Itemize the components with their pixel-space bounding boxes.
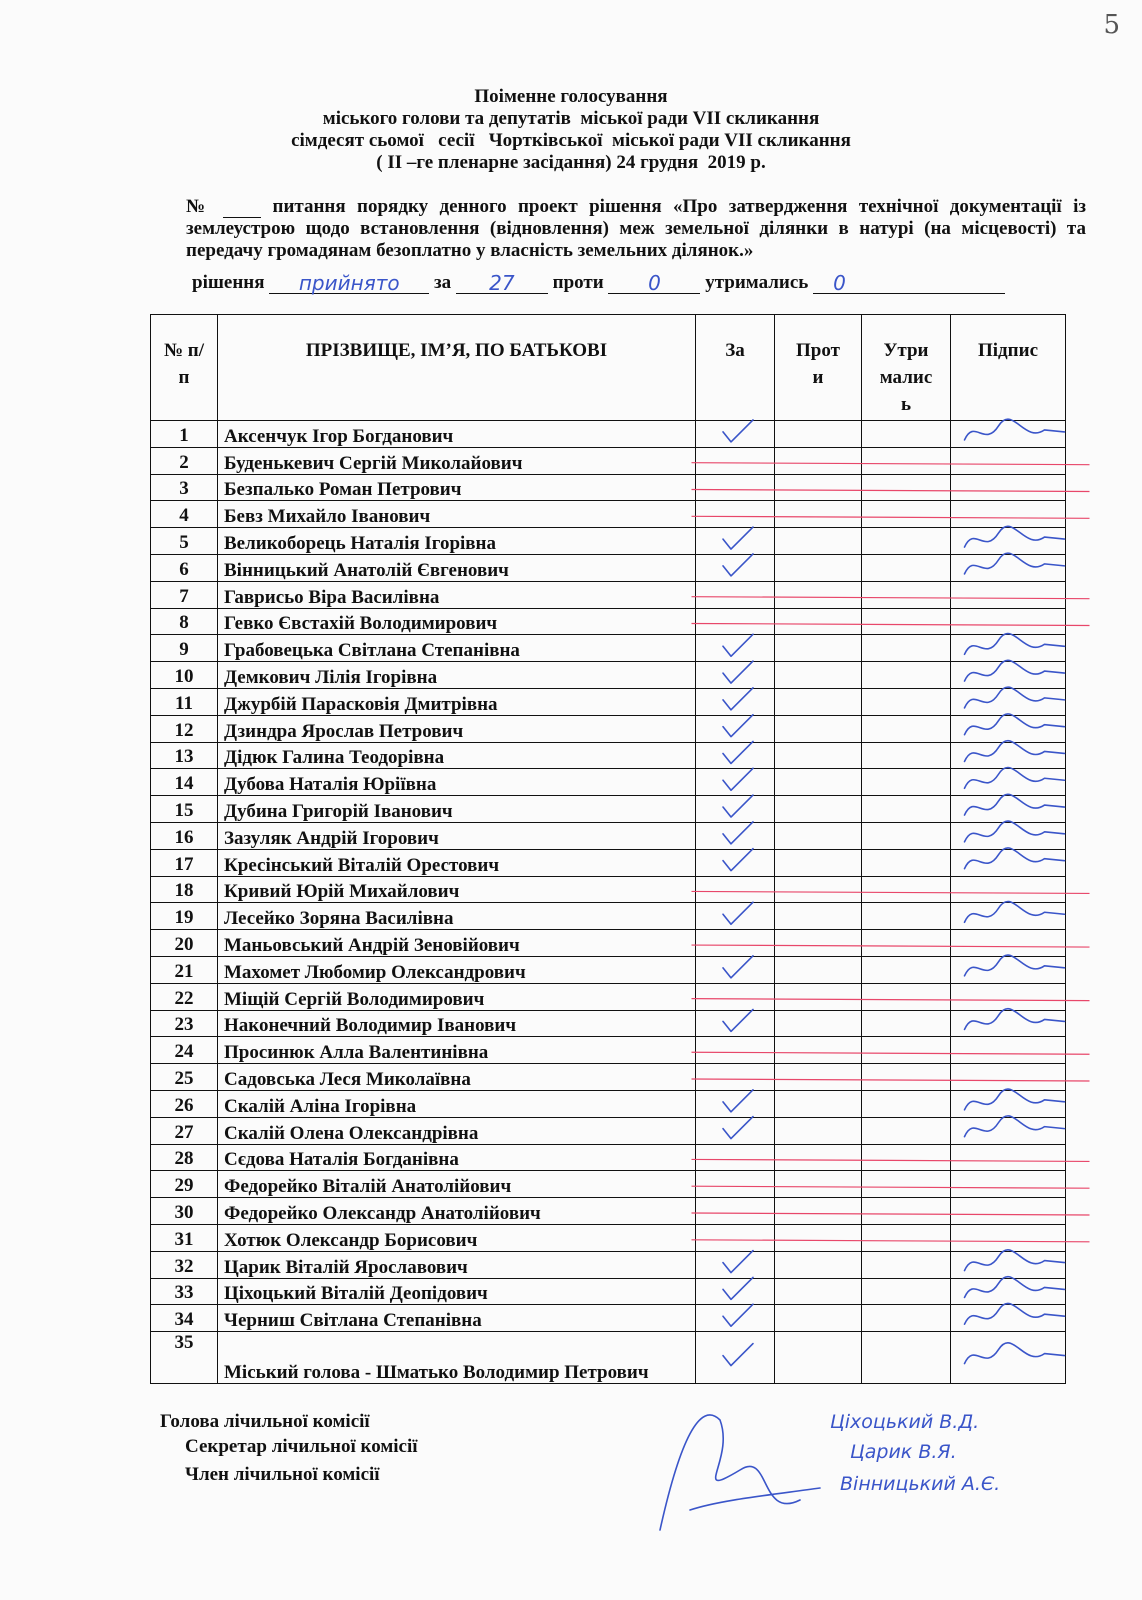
row-signature-cell bbox=[951, 474, 1066, 501]
row-for-cell bbox=[696, 1090, 775, 1117]
row-number: 5 bbox=[151, 528, 218, 555]
row-for-cell bbox=[696, 421, 775, 448]
row-against-cell bbox=[775, 688, 862, 715]
row-against-cell bbox=[775, 1090, 862, 1117]
row-for-cell bbox=[696, 1171, 775, 1198]
row-number: 11 bbox=[151, 688, 218, 715]
question-text: питання порядку денного проект рішення «Про затвердження технічної документації із землеустрою щодо встановлення (відновлення) меж земельної ділянки в натурі (на місцевості) та передачу громадянам безоплатно у власність земельних ділянок.» bbox=[186, 196, 1087, 261]
row-for-cell bbox=[696, 474, 775, 501]
row-for-cell bbox=[696, 1064, 775, 1091]
table-row bbox=[151, 1171, 1066, 1198]
header-name: ПРІЗВИЩЕ, ІМ’Я, ПО БАТЬКОВІ bbox=[218, 315, 696, 421]
row-signature-cell bbox=[951, 635, 1066, 662]
row-signature-cell bbox=[951, 554, 1066, 581]
row-signature-cell bbox=[951, 1037, 1066, 1064]
document-title bbox=[0, 86, 1142, 174]
against-blank bbox=[608, 271, 700, 295]
row-name: Буденькевич Сергій Миколайович bbox=[218, 447, 696, 474]
row-against-cell bbox=[775, 983, 862, 1010]
table-row bbox=[151, 581, 1066, 608]
row-signature-cell bbox=[951, 822, 1066, 849]
row-name: Ціхоцький Віталій Деопідович bbox=[218, 1278, 696, 1305]
row-against-cell bbox=[775, 876, 862, 903]
row-number: 4 bbox=[151, 501, 218, 528]
row-for-cell bbox=[696, 1224, 775, 1251]
row-name: Скалій Олена Олександрівна bbox=[218, 1117, 696, 1144]
row-abstain-cell bbox=[862, 1332, 951, 1384]
row-signature-cell bbox=[951, 769, 1066, 796]
row-number: 23 bbox=[151, 1010, 218, 1037]
row-against-cell bbox=[775, 528, 862, 555]
row-signature-cell bbox=[951, 662, 1066, 689]
row-abstain-cell bbox=[862, 769, 951, 796]
row-signature-cell bbox=[951, 1064, 1066, 1091]
row-name: Кривий Юрій Михайлович bbox=[218, 876, 696, 903]
row-signature-cell bbox=[951, 447, 1066, 474]
row-name: Джурбій Парасковія Дмитрівна bbox=[218, 688, 696, 715]
row-for-cell bbox=[696, 822, 775, 849]
abstain-blank bbox=[813, 271, 1005, 295]
secretary-name: Царик В.Я. bbox=[850, 1441, 957, 1463]
row-abstain-cell bbox=[862, 956, 951, 983]
row-name: Зазуляк Андрій Ігорович bbox=[218, 822, 696, 849]
row-abstain-cell bbox=[862, 421, 951, 448]
row-for-cell bbox=[696, 849, 775, 876]
row-abstain-cell bbox=[862, 608, 951, 635]
row-abstain-cell bbox=[862, 688, 951, 715]
row-name: Маньовський Андрій Зеновійович bbox=[218, 930, 696, 957]
row-against-cell bbox=[775, 1278, 862, 1305]
row-name: Черниш Світлана Степанівна bbox=[218, 1305, 696, 1332]
title-line-2: міського голови та депутатів міської ради VII скликання bbox=[322, 108, 820, 129]
row-signature-cell bbox=[951, 688, 1066, 715]
row-name: Дубина Григорій Іванович bbox=[218, 796, 696, 823]
secretary-label: Секретар лічильної комісії bbox=[185, 1436, 418, 1457]
row-for-cell bbox=[696, 528, 775, 555]
row-abstain-cell bbox=[862, 1064, 951, 1091]
table-row bbox=[151, 447, 1066, 474]
row-number: 6 bbox=[151, 554, 218, 581]
row-abstain-cell bbox=[862, 447, 951, 474]
row-abstain-cell bbox=[862, 796, 951, 823]
row-against-cell bbox=[775, 501, 862, 528]
row-number: 32 bbox=[151, 1251, 218, 1278]
row-number: 24 bbox=[151, 1037, 218, 1064]
row-signature-cell bbox=[951, 849, 1066, 876]
row-abstain-cell bbox=[862, 1090, 951, 1117]
row-abstain-cell bbox=[862, 635, 951, 662]
row-name: Дубова Наталія Юріївна bbox=[218, 769, 696, 796]
row-number: 34 bbox=[151, 1305, 218, 1332]
row-abstain-cell bbox=[862, 528, 951, 555]
chair-label: Голова лічильної комісії bbox=[160, 1411, 370, 1432]
row-for-cell bbox=[696, 956, 775, 983]
row-against-cell bbox=[775, 796, 862, 823]
row-number: 27 bbox=[151, 1117, 218, 1144]
row-against-cell bbox=[775, 1037, 862, 1064]
row-for-cell bbox=[696, 581, 775, 608]
row-number: 33 bbox=[151, 1278, 218, 1305]
table-row bbox=[151, 1224, 1066, 1251]
row-signature-cell bbox=[951, 421, 1066, 448]
row-signature-cell bbox=[951, 983, 1066, 1010]
row-abstain-cell bbox=[862, 1144, 951, 1171]
row-for-cell bbox=[696, 1144, 775, 1171]
table-row bbox=[151, 1332, 1066, 1384]
row-signature-cell bbox=[951, 1198, 1066, 1225]
row-against-cell bbox=[775, 554, 862, 581]
table-row bbox=[151, 1305, 1066, 1332]
row-number: 13 bbox=[151, 742, 218, 769]
row-name: Скалій Аліна Ігорівна bbox=[218, 1090, 696, 1117]
table-row bbox=[151, 1198, 1066, 1225]
row-number: 1 bbox=[151, 421, 218, 448]
row-name: Просинюк Алла Валентинівна bbox=[218, 1037, 696, 1064]
table-row bbox=[151, 769, 1066, 796]
decision-line bbox=[192, 272, 1072, 294]
row-signature-cell bbox=[951, 1224, 1066, 1251]
row-abstain-cell bbox=[862, 554, 951, 581]
table-row bbox=[151, 742, 1066, 769]
row-number: 14 bbox=[151, 769, 218, 796]
row-against-cell bbox=[775, 769, 862, 796]
row-number: 18 bbox=[151, 876, 218, 903]
header-abstain: Утри малис ь bbox=[862, 315, 951, 421]
question-number-blank bbox=[223, 199, 261, 218]
abstain-value: 0 bbox=[833, 271, 846, 295]
row-for-cell bbox=[696, 608, 775, 635]
row-abstain-cell bbox=[862, 1198, 951, 1225]
row-for-cell bbox=[696, 1117, 775, 1144]
row-against-cell bbox=[775, 662, 862, 689]
table-row bbox=[151, 876, 1066, 903]
row-abstain-cell bbox=[862, 1224, 951, 1251]
header-num: № п/п bbox=[151, 315, 218, 421]
row-abstain-cell bbox=[862, 1251, 951, 1278]
row-signature-cell bbox=[951, 501, 1066, 528]
row-for-cell bbox=[696, 983, 775, 1010]
row-number: 28 bbox=[151, 1144, 218, 1171]
row-number: 7 bbox=[151, 581, 218, 608]
table-row bbox=[151, 1090, 1066, 1117]
row-abstain-cell bbox=[862, 1037, 951, 1064]
row-for-cell bbox=[696, 769, 775, 796]
row-name: Міський голова - Шматько Володимир Петрович bbox=[218, 1332, 696, 1384]
member-label: Член лічильної комісії bbox=[185, 1464, 380, 1485]
row-number: 20 bbox=[151, 930, 218, 957]
table-row bbox=[151, 796, 1066, 823]
row-number: 8 bbox=[151, 608, 218, 635]
for-blank bbox=[456, 271, 548, 295]
row-abstain-cell bbox=[862, 930, 951, 957]
row-signature-cell bbox=[951, 876, 1066, 903]
table-row bbox=[151, 1278, 1066, 1305]
row-against-cell bbox=[775, 742, 862, 769]
row-against-cell bbox=[775, 822, 862, 849]
row-name: Дзиндра Ярослав Петрович bbox=[218, 715, 696, 742]
row-abstain-cell bbox=[862, 1010, 951, 1037]
row-signature-cell bbox=[951, 1144, 1066, 1171]
table-row bbox=[151, 528, 1066, 555]
row-number: 3 bbox=[151, 474, 218, 501]
row-name: Сєдова Наталія Богданівна bbox=[218, 1144, 696, 1171]
row-signature-cell bbox=[951, 581, 1066, 608]
row-name: Грабовецька Світлана Степанівна bbox=[218, 635, 696, 662]
row-for-cell bbox=[696, 715, 775, 742]
row-for-cell bbox=[696, 1332, 775, 1384]
decision-value: прийнято bbox=[298, 271, 400, 295]
title-line-4: ( II –ге пленарне засідання) 24 грудня 2019 р. bbox=[376, 152, 766, 173]
row-against-cell bbox=[775, 1010, 862, 1037]
row-against-cell bbox=[775, 474, 862, 501]
row-against-cell bbox=[775, 1064, 862, 1091]
table-row bbox=[151, 983, 1066, 1010]
table-row bbox=[151, 903, 1066, 930]
row-number: 17 bbox=[151, 849, 218, 876]
row-number: 15 bbox=[151, 796, 218, 823]
row-signature-cell bbox=[951, 1171, 1066, 1198]
row-number: 21 bbox=[151, 956, 218, 983]
row-name: Міщій Сергій Володимирович bbox=[218, 983, 696, 1010]
row-for-cell bbox=[696, 447, 775, 474]
row-number: 22 bbox=[151, 983, 218, 1010]
row-name: Гаврисьо Віра Василівна bbox=[218, 581, 696, 608]
row-signature-cell bbox=[951, 1117, 1066, 1144]
table-row bbox=[151, 715, 1066, 742]
row-number: 26 bbox=[151, 1090, 218, 1117]
row-number: 16 bbox=[151, 822, 218, 849]
header-signature: Підпис bbox=[951, 315, 1066, 421]
row-signature-cell bbox=[951, 1090, 1066, 1117]
row-name: Демкович Лілія Ігорівна bbox=[218, 662, 696, 689]
row-against-cell bbox=[775, 1224, 862, 1251]
row-name: Наконечний Володимир Іванович bbox=[218, 1010, 696, 1037]
row-abstain-cell bbox=[862, 1117, 951, 1144]
row-for-cell bbox=[696, 688, 775, 715]
row-signature-cell bbox=[951, 1305, 1066, 1332]
row-name: Гевко Євстахій Володимирович bbox=[218, 608, 696, 635]
table-row bbox=[151, 474, 1066, 501]
row-against-cell bbox=[775, 1251, 862, 1278]
row-for-cell bbox=[696, 1037, 775, 1064]
row-abstain-cell bbox=[862, 876, 951, 903]
row-number: 9 bbox=[151, 635, 218, 662]
row-abstain-cell bbox=[862, 581, 951, 608]
row-name: Дідюк Галина Теодорівна bbox=[218, 742, 696, 769]
row-name: Хотюк Олександр Борисович bbox=[218, 1224, 696, 1251]
row-for-cell bbox=[696, 1251, 775, 1278]
row-number: 19 bbox=[151, 903, 218, 930]
for-value: 27 bbox=[489, 271, 515, 295]
row-for-cell bbox=[696, 796, 775, 823]
row-against-cell bbox=[775, 1332, 862, 1384]
table-row bbox=[151, 822, 1066, 849]
row-abstain-cell bbox=[862, 1171, 951, 1198]
table-row bbox=[151, 956, 1066, 983]
row-signature-cell bbox=[951, 742, 1066, 769]
row-for-cell bbox=[696, 554, 775, 581]
row-signature-cell bbox=[951, 1332, 1066, 1384]
row-for-cell bbox=[696, 1278, 775, 1305]
row-against-cell bbox=[775, 1144, 862, 1171]
row-against-cell bbox=[775, 1198, 862, 1225]
table-row bbox=[151, 501, 1066, 528]
row-for-cell bbox=[696, 742, 775, 769]
row-abstain-cell bbox=[862, 903, 951, 930]
row-against-cell bbox=[775, 1305, 862, 1332]
row-for-cell bbox=[696, 662, 775, 689]
table-row bbox=[151, 1064, 1066, 1091]
question-prefix: № bbox=[186, 196, 212, 217]
row-against-cell bbox=[775, 1117, 862, 1144]
decision-label: рішення bbox=[192, 272, 265, 293]
against-value: 0 bbox=[648, 271, 661, 295]
row-signature-cell bbox=[951, 903, 1066, 930]
row-signature-cell bbox=[951, 956, 1066, 983]
table-row bbox=[151, 930, 1066, 957]
row-for-cell bbox=[696, 930, 775, 957]
row-against-cell bbox=[775, 1171, 862, 1198]
row-abstain-cell bbox=[862, 662, 951, 689]
for-label: за bbox=[434, 272, 452, 293]
member-name: Вінницький А.Є. bbox=[840, 1473, 1001, 1495]
row-against-cell bbox=[775, 608, 862, 635]
row-for-cell bbox=[696, 1305, 775, 1332]
row-abstain-cell bbox=[862, 742, 951, 769]
row-signature-cell bbox=[951, 1278, 1066, 1305]
table-row bbox=[151, 1037, 1066, 1064]
table-row bbox=[151, 608, 1066, 635]
row-name: Лесейко Зоряна Василівна bbox=[218, 903, 696, 930]
row-against-cell bbox=[775, 635, 862, 662]
table-row bbox=[151, 688, 1066, 715]
table-row bbox=[151, 635, 1066, 662]
row-abstain-cell bbox=[862, 715, 951, 742]
row-signature-cell bbox=[951, 608, 1066, 635]
row-name: Безпалько Роман Петрович bbox=[218, 474, 696, 501]
row-number: 25 bbox=[151, 1064, 218, 1091]
abstain-label: утримались bbox=[705, 272, 809, 293]
row-abstain-cell bbox=[862, 983, 951, 1010]
row-name: Вінницький Анатолій Євгенович bbox=[218, 554, 696, 581]
row-name: Садовська Леся Миколаївна bbox=[218, 1064, 696, 1091]
title-line-3: сімдесят сьомої сесії Чортківської міської ради VII скликання bbox=[291, 130, 851, 151]
row-against-cell bbox=[775, 956, 862, 983]
row-abstain-cell bbox=[862, 849, 951, 876]
row-for-cell bbox=[696, 876, 775, 903]
row-against-cell bbox=[775, 447, 862, 474]
table-row bbox=[151, 554, 1066, 581]
table-row bbox=[151, 1010, 1066, 1037]
row-number: 2 bbox=[151, 447, 218, 474]
row-name: Аксенчук Ігор Богданович bbox=[218, 421, 696, 448]
header-for: За bbox=[696, 315, 775, 421]
table-row bbox=[151, 1251, 1066, 1278]
row-name: Великоборець Наталія Ігорівна bbox=[218, 528, 696, 555]
row-abstain-cell bbox=[862, 501, 951, 528]
row-against-cell bbox=[775, 715, 862, 742]
row-number: 29 bbox=[151, 1171, 218, 1198]
title-line-1: Поіменне голосування bbox=[474, 86, 668, 107]
table-row bbox=[151, 662, 1066, 689]
row-abstain-cell bbox=[862, 474, 951, 501]
table-header-row bbox=[151, 315, 1066, 421]
row-against-cell bbox=[775, 930, 862, 957]
row-name: Федорейко Віталій Анатолійович bbox=[218, 1171, 696, 1198]
row-for-cell bbox=[696, 635, 775, 662]
row-abstain-cell bbox=[862, 1305, 951, 1332]
row-signature-cell bbox=[951, 796, 1066, 823]
row-signature-cell bbox=[951, 715, 1066, 742]
agenda-question bbox=[186, 196, 1086, 262]
table-row bbox=[151, 849, 1066, 876]
row-name: Махомет Любомир Олександрович bbox=[218, 956, 696, 983]
decision-blank bbox=[269, 271, 429, 295]
row-signature-cell bbox=[951, 1251, 1066, 1278]
table-row bbox=[151, 1117, 1066, 1144]
row-against-cell bbox=[775, 581, 862, 608]
chair-name: Ціхоцький В.Д. bbox=[830, 1411, 980, 1433]
row-number: 30 bbox=[151, 1198, 218, 1225]
row-for-cell bbox=[696, 501, 775, 528]
row-number: 12 bbox=[151, 715, 218, 742]
row-number: 35 bbox=[151, 1332, 218, 1384]
roll-call-table bbox=[150, 314, 1066, 1384]
row-signature-cell bbox=[951, 930, 1066, 957]
row-for-cell bbox=[696, 1010, 775, 1037]
row-name: Бевз Михайло Іванович bbox=[218, 501, 696, 528]
row-signature-cell bbox=[951, 528, 1066, 555]
row-against-cell bbox=[775, 849, 862, 876]
table-row bbox=[151, 421, 1066, 448]
against-label: проти bbox=[552, 272, 604, 293]
row-abstain-cell bbox=[862, 1278, 951, 1305]
row-abstain-cell bbox=[862, 822, 951, 849]
row-for-cell bbox=[696, 1198, 775, 1225]
row-name: Федорейко Олександр Анатолійович bbox=[218, 1198, 696, 1225]
row-number: 31 bbox=[151, 1224, 218, 1251]
row-against-cell bbox=[775, 903, 862, 930]
commission-signature-icon bbox=[660, 1415, 820, 1530]
row-name: Царик Віталій Ярославович bbox=[218, 1251, 696, 1278]
row-name: Кресінський Віталій Орестович bbox=[218, 849, 696, 876]
header-against: Прот и bbox=[775, 315, 862, 421]
table-row bbox=[151, 1144, 1066, 1171]
row-signature-cell bbox=[951, 1010, 1066, 1037]
row-for-cell bbox=[696, 903, 775, 930]
row-number: 10 bbox=[151, 662, 218, 689]
page-number: 5 bbox=[1103, 10, 1120, 40]
row-against-cell bbox=[775, 421, 862, 448]
